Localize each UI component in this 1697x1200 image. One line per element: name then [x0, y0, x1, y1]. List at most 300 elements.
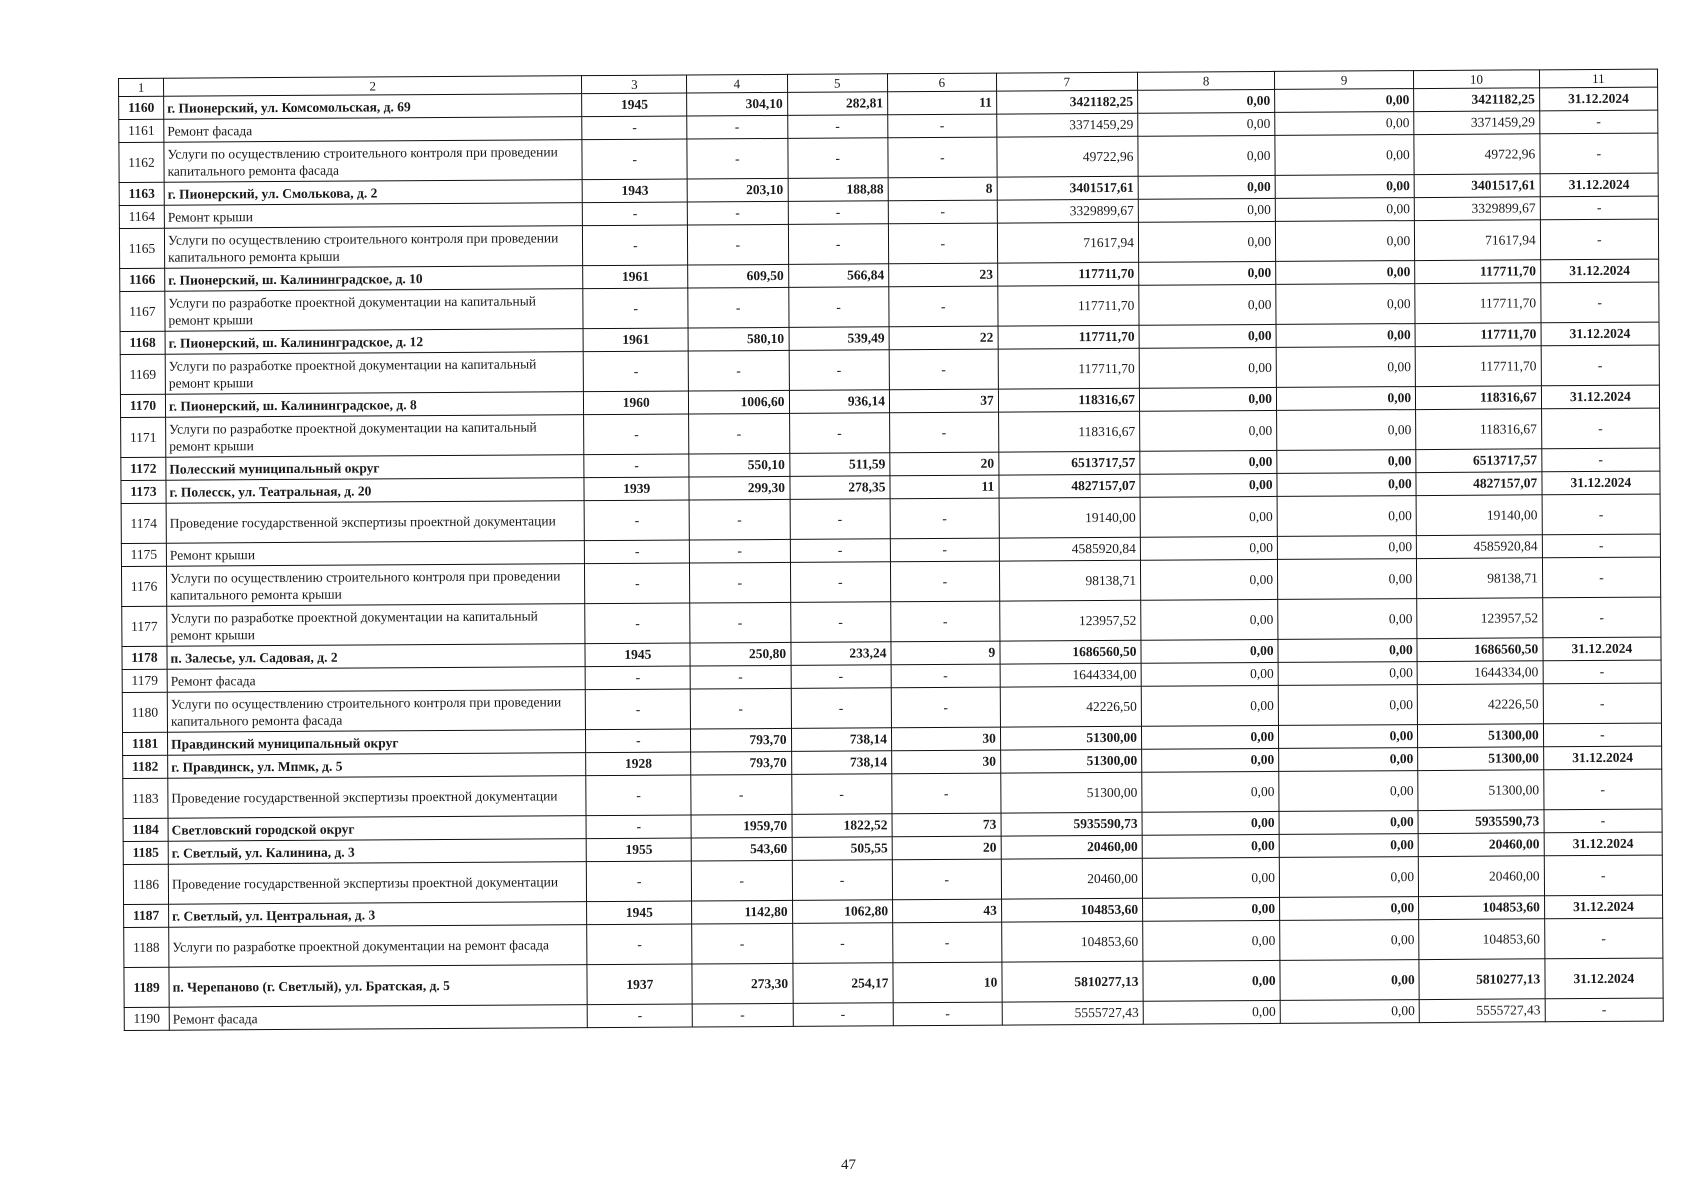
cost-col10-cell: 3421182,25: [1414, 88, 1540, 112]
area-living-cell: 539,49: [789, 327, 890, 351]
row-number: 1164: [119, 205, 164, 228]
item-name: п. Залесье, ул. Садовая, д. 2: [167, 644, 586, 670]
cost-col8-cell: 0,00: [1141, 725, 1278, 749]
total-cost-cell: 51300,00: [1000, 749, 1141, 773]
cost-col9-cell: 0,00: [1276, 324, 1415, 348]
cost-col10-cell: 51300,00: [1418, 724, 1544, 748]
cost-col8-cell: 0,00: [1139, 324, 1276, 348]
cost-col8-cell: 0,00: [1139, 387, 1276, 411]
cost-col9-cell: 0,00: [1280, 920, 1419, 961]
year-cell: -: [582, 139, 687, 180]
item-name: Ремонт крыши: [166, 541, 585, 567]
residents-cell: -: [893, 922, 1002, 963]
item-name: г. Правдинск, ул. Мпмк, д. 5: [168, 753, 587, 779]
total-cost-cell: 118316,67: [998, 388, 1139, 412]
row-number: 1160: [119, 96, 164, 119]
area-living-cell: -: [792, 923, 893, 964]
area-total-cell: 543,60: [691, 837, 792, 861]
row-number: 1188: [124, 927, 169, 967]
deadline-cell: -: [1540, 133, 1659, 174]
row-number: 1165: [119, 228, 164, 268]
area-total-cell: -: [691, 860, 792, 901]
total-cost-cell: 1644334,00: [1000, 663, 1141, 687]
area-living-cell: 278,35: [789, 476, 890, 500]
cost-col10-cell: 71617,94: [1415, 220, 1541, 261]
cost-col8-cell: 0,00: [1143, 960, 1280, 1001]
area-living-cell: -: [791, 688, 892, 729]
cost-col8-cell: 0,00: [1142, 857, 1279, 898]
total-cost-cell: 3371459,29: [996, 113, 1137, 137]
area-total-cell: -: [692, 923, 793, 964]
cost-col9-cell: 0,00: [1279, 811, 1418, 835]
cost-col8-cell: 0,00: [1139, 261, 1276, 285]
residents-cell: 73: [892, 813, 1001, 837]
item-name: г. Пионерский, ул. Комсомольская, д. 69: [164, 94, 583, 120]
cost-col8-cell: 0,00: [1140, 559, 1277, 600]
item-name: г. Пионерский, ш. Калининградское, д. 12: [165, 329, 584, 355]
cost-col9-cell: 0,00: [1280, 960, 1419, 1001]
year-cell: -: [586, 666, 691, 690]
area-living-cell: -: [789, 350, 890, 391]
year-cell: 1943: [583, 179, 688, 203]
total-cost-cell: 5555727,43: [1002, 1001, 1143, 1025]
cost-col8-cell: 0,00: [1139, 347, 1276, 388]
year-cell: -: [585, 563, 690, 604]
total-cost-cell: 1686560,50: [1000, 640, 1141, 664]
total-cost-cell: 5810277,13: [1002, 961, 1143, 1002]
area-living-cell: -: [790, 499, 891, 540]
year-cell: -: [586, 689, 691, 730]
total-cost-cell: 104853,60: [1001, 921, 1142, 962]
item-name: Проведение государственной экспертизы проектной документации: [168, 776, 587, 819]
cost-col10-cell: 117711,70: [1415, 346, 1541, 387]
row-number: 1178: [122, 646, 167, 669]
cost-col10-cell: 49722,96: [1414, 134, 1540, 175]
row-number: 1163: [119, 182, 164, 205]
cost-col9-cell: 0,00: [1280, 1000, 1419, 1024]
cost-col9-cell: 0,00: [1279, 748, 1418, 772]
area-total-cell: -: [687, 138, 788, 179]
deadline-cell: -: [1543, 769, 1662, 810]
area-total-cell: -: [689, 413, 790, 454]
cost-col9-cell: 0,00: [1277, 450, 1416, 474]
year-cell: 1928: [586, 752, 691, 776]
item-name: Ремонт фасада: [164, 117, 583, 143]
cost-col8-cell: 0,00: [1143, 1000, 1280, 1024]
cost-col10-cell: 123957,52: [1417, 598, 1543, 639]
cost-col10-cell: 118316,67: [1416, 409, 1542, 450]
row-number: 1177: [122, 606, 167, 646]
area-total-cell: 304,10: [687, 92, 788, 116]
total-cost-cell: 42226,50: [1000, 686, 1141, 727]
total-cost-cell: 3329899,67: [997, 199, 1138, 223]
column-number: 10: [1414, 70, 1540, 89]
residents-cell: -: [890, 412, 999, 453]
residents-cell: -: [891, 664, 1000, 688]
cost-col10-cell: 5935590,73: [1418, 810, 1544, 834]
row-number: 1189: [124, 967, 169, 1007]
cost-col9-cell: 0,00: [1279, 834, 1418, 858]
year-cell: -: [585, 500, 690, 541]
item-name: Услуги по осуществлению строительного контроля при проведении капитального ремонта крыши: [164, 226, 583, 269]
year-cell: -: [584, 454, 689, 478]
item-name: Проведение государственной экспертизы проектной документации: [168, 862, 587, 905]
deadline-cell: -: [1542, 557, 1661, 598]
cost-col9-cell: 0,00: [1279, 771, 1418, 812]
year-cell: 1945: [587, 901, 692, 925]
item-name: Услуги по осуществлению строительного контроля при проведении капитального ремонта крыши: [166, 564, 585, 607]
residents-cell: 9: [891, 641, 1000, 665]
item-name: Правдинский муниципальный округ: [167, 730, 586, 756]
row-number: 1171: [121, 417, 166, 457]
area-living-cell: 1062,80: [792, 900, 893, 924]
deadline-cell: -: [1541, 408, 1660, 449]
residents-cell: 8: [888, 177, 997, 201]
cost-col8-cell: 0,00: [1140, 496, 1277, 537]
cost-col9-cell: 0,00: [1276, 387, 1415, 411]
cost-col9-cell: 0,00: [1277, 473, 1416, 497]
total-cost-cell: 71617,94: [997, 222, 1138, 263]
residents-cell: 20: [892, 836, 1001, 860]
row-number: 1190: [124, 1007, 169, 1030]
cost-col9-cell: 0,00: [1276, 347, 1415, 388]
item-name: Ремонт фасада: [167, 667, 586, 693]
cost-col9-cell: 0,00: [1275, 112, 1414, 136]
row-number: 1176: [121, 566, 166, 606]
item-name: Полесский муниципальный округ: [166, 455, 585, 481]
year-cell: -: [582, 116, 687, 140]
total-cost-cell: 3421182,25: [996, 90, 1137, 114]
item-name: Услуги по разработке проектной документации на капитальный ремонт крыши: [165, 289, 584, 332]
cost-col8-cell: 0,00: [1141, 662, 1278, 686]
year-cell: -: [587, 861, 692, 902]
year-cell: -: [586, 815, 691, 839]
area-living-cell: -: [787, 115, 888, 139]
area-total-cell: -: [688, 350, 789, 391]
residents-cell: -: [891, 601, 1000, 642]
row-number: 1184: [123, 818, 168, 841]
residents-cell: -: [890, 538, 999, 562]
cost-col9-cell: 0,00: [1278, 662, 1417, 686]
area-living-cell: 738,14: [791, 728, 892, 752]
row-number: 1167: [120, 291, 165, 331]
cost-col10-cell: 104853,60: [1419, 896, 1545, 920]
area-total-cell: -: [690, 602, 791, 643]
cost-col10-cell: 1644334,00: [1417, 661, 1543, 685]
area-living-cell: -: [793, 1003, 894, 1027]
cost-col9-cell: 0,00: [1277, 496, 1416, 537]
area-living-cell: -: [789, 413, 890, 454]
deadline-cell: 31.12.2024: [1541, 322, 1659, 346]
deadline-cell: -: [1540, 219, 1659, 260]
total-cost-cell: 117711,70: [997, 262, 1138, 286]
residents-cell: 30: [892, 750, 1001, 774]
item-name: Ремонт фасада: [169, 1005, 588, 1031]
area-living-cell: -: [788, 201, 889, 225]
year-cell: -: [586, 729, 691, 753]
item-name: Ремонт крыши: [164, 203, 583, 229]
year-cell: -: [584, 414, 689, 455]
item-name: Проведение государственной экспертизы проектной документации: [166, 501, 585, 544]
area-total-cell: -: [689, 499, 790, 540]
cost-col8-cell: 0,00: [1138, 112, 1275, 136]
cost-col10-cell: 3401517,61: [1414, 174, 1540, 198]
deadline-cell: 31.12.2024: [1540, 173, 1658, 197]
year-cell: -: [588, 1004, 693, 1028]
total-cost-cell: 104853,60: [1001, 898, 1142, 922]
area-total-cell: 793,70: [691, 751, 792, 775]
total-cost-cell: 49722,96: [997, 136, 1138, 177]
row-number: 1175: [121, 543, 166, 566]
item-name: г. Светлый, ул. Центральная, д. 3: [169, 902, 588, 928]
area-total-cell: 550,10: [689, 453, 790, 477]
cost-col10-cell: 3371459,29: [1414, 111, 1540, 135]
total-cost-cell: 51300,00: [1000, 726, 1141, 750]
deadline-cell: 31.12.2024: [1540, 259, 1658, 283]
row-number: 1172: [121, 457, 166, 480]
cost-col10-cell: 1686560,50: [1417, 638, 1543, 662]
cost-col9-cell: 0,00: [1275, 135, 1414, 176]
year-cell: -: [585, 540, 690, 564]
cost-col8-cell: 0,00: [1141, 599, 1278, 640]
cost-col8-cell: 0,00: [1138, 198, 1275, 222]
deadline-cell: 31.12.2024: [1543, 637, 1661, 661]
residents-cell: 20: [890, 452, 999, 476]
cost-col10-cell: 3329899,67: [1414, 197, 1540, 221]
area-living-cell: -: [788, 287, 889, 328]
residents-cell: -: [888, 200, 997, 224]
area-living-cell: -: [792, 860, 893, 901]
total-cost-cell: 117711,70: [998, 285, 1139, 326]
row-number: 1166: [120, 268, 165, 291]
cost-col10-cell: 19140,00: [1416, 495, 1542, 536]
cost-col10-cell: 5810277,13: [1419, 959, 1545, 1000]
item-name: Услуги по осуществлению строительного контроля при проведении капитального ремонта фасада: [164, 140, 583, 183]
cost-col10-cell: 5555727,43: [1419, 999, 1545, 1023]
cost-col9-cell: 0,00: [1275, 198, 1414, 222]
area-living-cell: -: [791, 774, 892, 815]
item-name: г. Светлый, ул. Калинина, д. 3: [168, 839, 587, 865]
area-living-cell: -: [791, 665, 892, 689]
year-cell: 1937: [587, 964, 692, 1005]
cost-col8-cell: 0,00: [1140, 450, 1277, 474]
residents-cell: -: [893, 1002, 1002, 1026]
area-total-cell: 609,50: [688, 264, 789, 288]
residents-cell: -: [891, 687, 1000, 728]
residents-cell: -: [890, 561, 999, 602]
year-cell: 1960: [584, 391, 689, 415]
area-total-cell: 1006,60: [689, 390, 790, 414]
area-total-cell: 250,80: [690, 642, 791, 666]
residents-cell: 37: [889, 389, 998, 413]
cost-col9-cell: 0,00: [1280, 897, 1419, 921]
row-number: 1182: [123, 755, 168, 778]
cost-col9-cell: 0,00: [1277, 559, 1416, 600]
area-total-cell: 273,30: [692, 963, 793, 1004]
area-living-cell: 188,88: [788, 178, 889, 202]
row-number: 1181: [122, 732, 167, 755]
residents-cell: 43: [892, 899, 1001, 923]
total-cost-cell: 4827157,07: [999, 474, 1140, 498]
cost-col8-cell: 0,00: [1143, 920, 1280, 961]
area-living-cell: 511,59: [789, 453, 890, 477]
row-number: 1169: [120, 354, 165, 394]
deadline-cell: -: [1545, 998, 1663, 1022]
cost-col10-cell: 20460,00: [1418, 833, 1544, 857]
cost-col8-cell: 0,00: [1141, 639, 1278, 663]
cost-col10-cell: 117711,70: [1415, 260, 1541, 284]
area-living-cell: -: [787, 138, 888, 179]
area-living-cell: 1822,52: [792, 814, 893, 838]
area-total-cell: -: [687, 115, 788, 139]
deadline-cell: 31.12.2024: [1539, 87, 1657, 111]
row-number: 1187: [124, 904, 169, 927]
residents-cell: 22: [889, 326, 998, 350]
area-total-cell: -: [687, 201, 788, 225]
deadline-cell: 31.12.2024: [1542, 471, 1660, 495]
total-cost-cell: 4585920,84: [999, 537, 1140, 561]
area-living-cell: 282,81: [787, 92, 888, 116]
cost-col8-cell: 0,00: [1140, 473, 1277, 497]
column-number: 7: [996, 72, 1137, 91]
residents-cell: -: [890, 498, 999, 539]
residents-cell: 11: [890, 475, 999, 499]
row-number: 1168: [120, 331, 165, 354]
cost-col10-cell: 4585920,84: [1416, 535, 1542, 559]
row-number: 1186: [123, 864, 168, 904]
cost-col8-cell: 0,00: [1138, 89, 1275, 113]
cost-col10-cell: 6513717,57: [1416, 449, 1542, 473]
cost-col8-cell: 0,00: [1141, 685, 1278, 726]
capital-repair-table: [118, 69, 1664, 1031]
year-cell: 1961: [583, 265, 688, 289]
area-total-cell: -: [687, 224, 788, 265]
area-total-cell: 299,30: [689, 476, 790, 500]
item-name: п. Черепаново (г. Светлый), ул. Братская, д. 5: [169, 965, 588, 1008]
year-cell: -: [586, 775, 691, 816]
total-cost-cell: 98138,71: [999, 560, 1140, 601]
total-cost-cell: 20460,00: [1001, 858, 1142, 899]
column-number: 1: [119, 78, 164, 96]
cost-col8-cell: 0,00: [1142, 748, 1279, 772]
deadline-cell: -: [1543, 683, 1662, 724]
deadline-cell: 31.12.2024: [1543, 746, 1661, 770]
residents-cell: -: [889, 286, 998, 327]
cost-col9-cell: 0,00: [1278, 599, 1417, 640]
column-number: 8: [1137, 71, 1274, 90]
area-total-cell: 793,70: [691, 728, 792, 752]
deadline-cell: -: [1541, 345, 1660, 386]
cost-col8-cell: 0,00: [1143, 897, 1280, 921]
year-cell: 1961: [584, 328, 689, 352]
area-living-cell: -: [790, 539, 891, 563]
residents-cell: 23: [889, 263, 998, 287]
area-living-cell: -: [788, 224, 889, 265]
area-total-cell: 580,10: [688, 327, 789, 351]
cost-col10-cell: 42226,50: [1417, 684, 1543, 725]
residents-cell: -: [888, 223, 997, 264]
area-living-cell: 738,14: [791, 751, 892, 775]
year-cell: 1939: [584, 477, 689, 501]
area-living-cell: -: [790, 562, 891, 603]
year-cell: -: [585, 603, 690, 644]
row-number: 1162: [119, 142, 164, 182]
cost-col10-cell: 4827157,07: [1416, 472, 1542, 496]
cost-col8-cell: 0,00: [1140, 410, 1277, 451]
page-number: 47: [841, 1157, 856, 1173]
item-name: г. Пионерский, ул. Смолькова, д. 2: [164, 180, 583, 206]
cost-col8-cell: 0,00: [1138, 135, 1275, 176]
total-cost-cell: 3401517,61: [997, 176, 1138, 200]
deadline-cell: -: [1539, 110, 1657, 134]
cost-col9-cell: 0,00: [1278, 685, 1417, 726]
row-number: 1170: [120, 394, 165, 417]
cost-col10-cell: 51300,00: [1418, 770, 1544, 811]
residents-cell: -: [892, 773, 1001, 814]
area-living-cell: 254,17: [792, 963, 893, 1004]
column-number: 3: [582, 75, 687, 94]
total-cost-cell: 51300,00: [1001, 772, 1142, 813]
deadline-cell: -: [1540, 282, 1659, 323]
total-cost-cell: 117711,70: [998, 348, 1139, 389]
row-number: 1180: [122, 692, 167, 732]
deadline-cell: 31.12.2024: [1545, 958, 1664, 999]
item-name: Услуги по разработке проектной документации на капитальный ремонт крыши: [166, 415, 585, 458]
item-name: Услуги по осуществлению строительного контроля при проведении капитального ремонта фасада: [167, 690, 586, 733]
total-cost-cell: 117711,70: [998, 325, 1139, 349]
deadline-cell: -: [1544, 855, 1663, 896]
row-number: 1174: [121, 503, 166, 543]
item-name: Услуги по разработке проектной документации на капитальный ремонт крыши: [165, 352, 584, 395]
residents-cell: -: [889, 349, 998, 390]
cost-col10-cell: 104853,60: [1419, 919, 1545, 960]
column-number: 11: [1539, 69, 1657, 88]
area-living-cell: 233,24: [790, 642, 891, 666]
area-total-cell: -: [691, 774, 792, 815]
year-cell: -: [583, 288, 688, 329]
year-cell: -: [583, 202, 688, 226]
area-total-cell: -: [688, 287, 789, 328]
cost-col9-cell: 0,00: [1275, 89, 1414, 113]
cost-col9-cell: 0,00: [1277, 410, 1416, 451]
area-total-cell: -: [692, 1003, 793, 1027]
cost-col8-cell: 0,00: [1138, 175, 1275, 199]
residents-cell: -: [888, 114, 997, 138]
item-name: г. Полесск, ул. Театральная, д. 20: [166, 478, 585, 504]
total-cost-cell: 5935590,73: [1001, 812, 1142, 836]
deadline-cell: -: [1542, 494, 1661, 535]
area-total-cell: -: [689, 539, 790, 563]
cost-col8-cell: 0,00: [1142, 771, 1279, 812]
document-page: [118, 69, 1664, 1031]
deadline-cell: -: [1542, 597, 1661, 638]
cost-col10-cell: 118316,67: [1416, 386, 1542, 410]
row-number: 1161: [119, 119, 164, 142]
cost-col8-cell: 0,00: [1142, 834, 1279, 858]
deadline-cell: 31.12.2024: [1541, 385, 1659, 409]
cost-col9-cell: 0,00: [1276, 261, 1415, 285]
column-number: 4: [687, 74, 788, 93]
deadline-cell: -: [1542, 534, 1660, 558]
deadline-cell: 31.12.2024: [1544, 832, 1662, 856]
total-cost-cell: 118316,67: [998, 411, 1139, 452]
year-cell: -: [583, 225, 688, 266]
deadline-cell: -: [1543, 660, 1661, 684]
item-name: г. Пионерский, ш. Калининградское, д. 8: [165, 392, 584, 418]
cost-col10-cell: 117711,70: [1415, 283, 1541, 324]
cost-col10-cell: 98138,71: [1417, 558, 1543, 599]
item-name: г. Пионерский, ш. Калининградское, д. 10: [165, 266, 584, 292]
